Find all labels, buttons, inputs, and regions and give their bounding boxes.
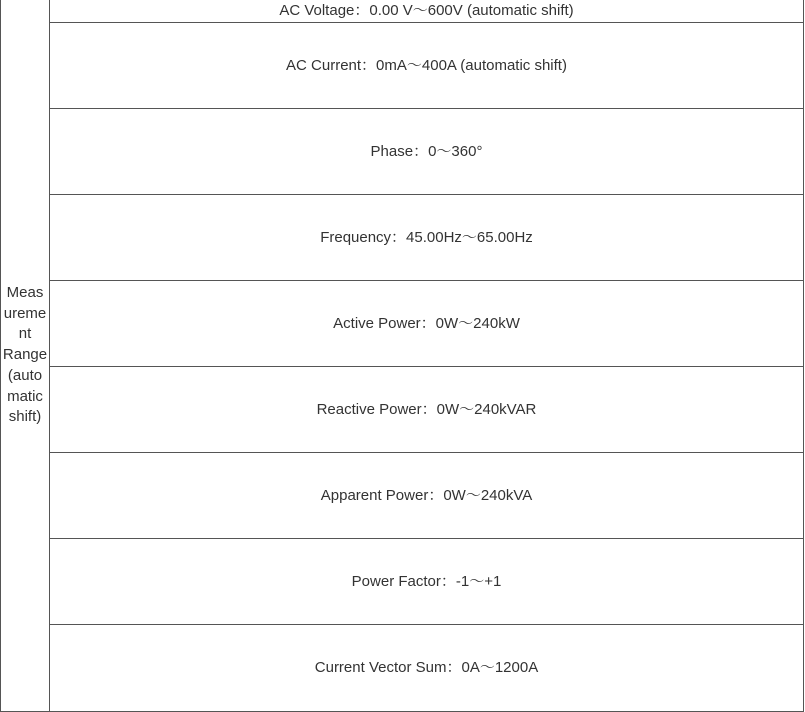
table-row [1,539,804,625]
ac-voltage-spec: AC Voltage：0.00 V～600V (automatic shift) [50,0,804,23]
table-row [1,281,804,367]
table-row [1,367,804,453]
table-row [1,0,804,23]
power-factor-spec: Power Factor：-1～+1 [50,539,804,625]
frequency-spec: Frequency：45.00Hz～65.00Hz [50,195,804,281]
current-vector-sum-spec: Current Vector Sum：0A～1200A [50,625,804,712]
table-row [1,195,804,281]
active-power-spec: Active Power：0W～240kW [50,281,804,367]
phase-spec: Phase：0～360° [50,109,804,195]
label-line: Meas [6,283,44,301]
apparent-power-spec: Apparent Power：0W～240kVA [50,453,804,539]
table-row [1,625,804,712]
label-line: nt [18,325,32,343]
label-line: matic [7,387,43,405]
measurement-range-label [1,0,50,712]
label-line: (auto [7,366,43,384]
table-row [1,453,804,539]
label-line: Range [2,346,48,364]
reactive-power-spec: Reactive Power：0W～240kVAR [50,367,804,453]
label-line: ureme [3,304,47,322]
ac-current-spec: AC Current：0mA～400A (automatic shift) [50,23,804,109]
table-row [1,109,804,195]
label-line: shift) [8,408,42,426]
table-row [1,23,804,109]
